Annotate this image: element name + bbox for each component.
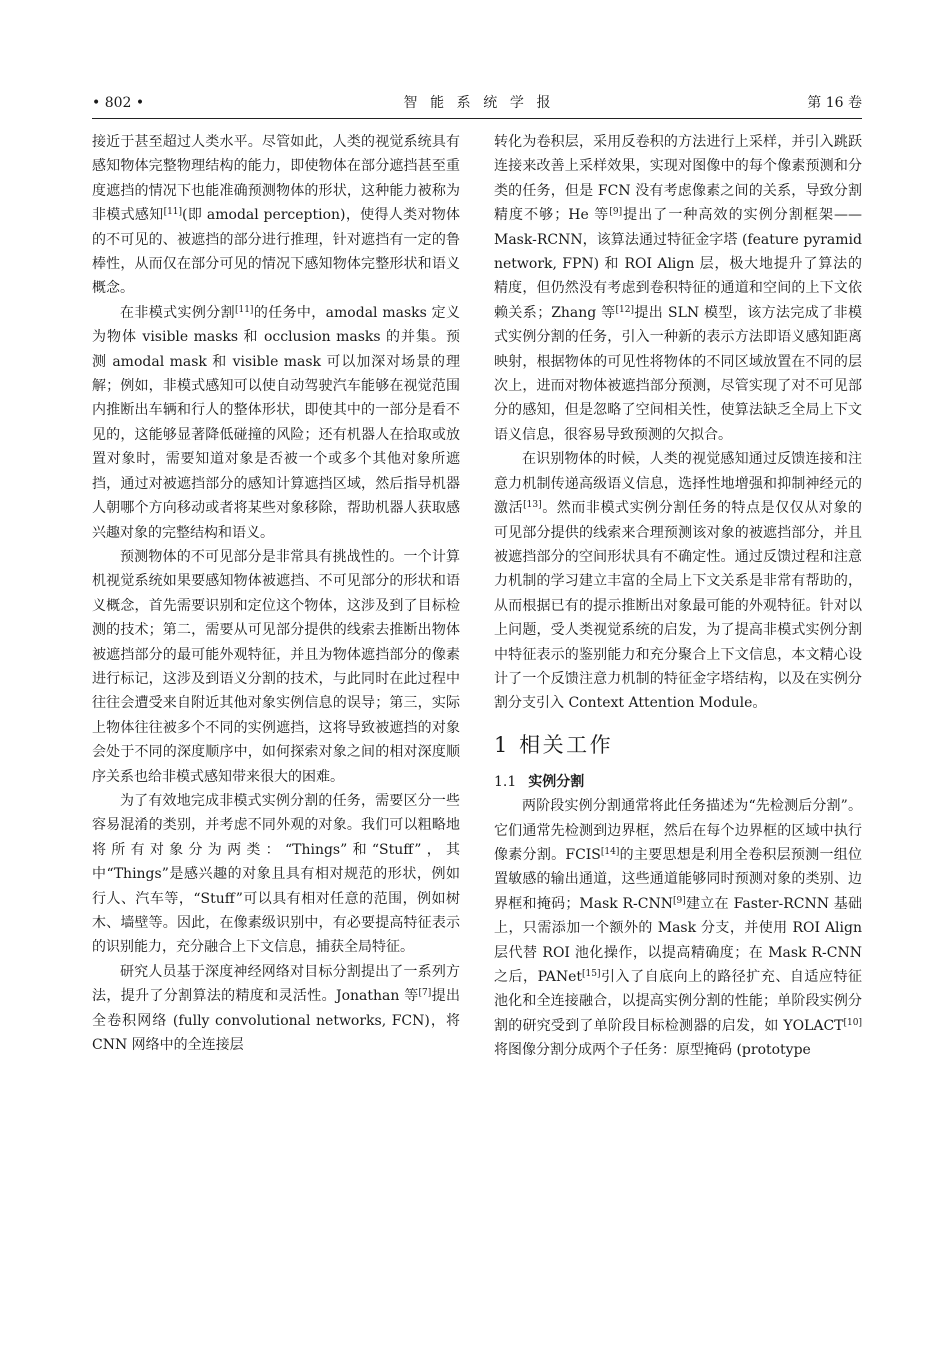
citation-ref: [10] (843, 1017, 862, 1028)
right-column (494, 130, 862, 1063)
citation-ref: [7] (418, 988, 432, 999)
body-paragraph (92, 789, 460, 960)
body-paragraph (92, 545, 460, 789)
citation-ref: [12] (615, 304, 634, 315)
body-paragraph (92, 301, 460, 545)
volume-label: 第 16 卷 (807, 95, 862, 111)
paragraph-text: 的主要思想是利用全卷积层预测一组位置敏感的输出通道，这些通道能够同时预测对象的类别、边界框和掩码；Mask R-CNN (494, 846, 863, 912)
left-column (92, 130, 460, 1057)
paragraph-text: 引入了自底向上的路径扩充、自适应特征池化和全连接融合，以提高实例分割的性能；单阶段实例分割的研究受到了单阶段目标检测器的启发，如 YOLACT (494, 969, 863, 1034)
section-heading: 1 相关工作 (494, 732, 614, 757)
citation-ref: [9] (609, 207, 623, 218)
citation-ref: [14] (600, 846, 620, 857)
paragraph-text: (即 amodal perception)，使得人类对物体的不可见的、被遮挡的部分进行推理，针对遮挡有一定的鲁棒性，从而仅在部分可见的情况下感知物体完整形状和语义概念。 (92, 207, 461, 297)
paragraph-text: 提出了一种高效的实例分割框架——Mask-RCNN，该算法通过特征金字塔 (feature pyramid network, FPN) 和 ROI Align 层，极大地提升了算法的精度，但仍然没有考虑到卷积特征的通道和空间的上下文依赖关系；Zhang 等 (494, 207, 863, 321)
citation-ref: [15] (582, 969, 601, 979)
paragraph-text: 研究人员基于深度神经网络对目标分割提出了一系列方法，提升了分割算法的精度和灵活性。Jonathan 等 (92, 963, 460, 1005)
paragraph-text: 预测物体的不可见部分是非常具有挑战性的。一个计算机视觉系统如果要感知物体被遮挡、不可见部分的形状和语义概念，首先需要识别和定位这个物体，这涉及到了目标检测的技术；第二，需要从可见部分提供的线索去推断出物体被遮挡部分的最可能外观特征，并且为物体遮挡部分的像素进行标记，这涉及到语义分割的技术，与此同时在此过程中往往会遭受来自附近其他对象实例信息的误导；第三，实际上物体往往被多个不同的实例遮挡，这将导致被遮挡的对象会处于不同的深度顺序中，如何探索对象之间的相对深度顺序关系也给非模式感知带来很大的困难。 (92, 548, 460, 785)
paragraph-text: 在识别物体的时候，人类的视觉感知通过反馈连接和注意力机制传递高级语义信息，选择性地增强和抑制神经元的激活 (494, 451, 862, 517)
body-paragraph (494, 130, 862, 447)
body-paragraph (92, 960, 460, 1058)
page-number: • 802 • (92, 95, 145, 111)
running-header (92, 88, 862, 119)
body-paragraph (494, 794, 862, 1062)
subsection-heading (494, 770, 862, 794)
citation-ref: [11] (163, 207, 183, 218)
body-paragraph (92, 130, 460, 301)
paragraph-text: 接近于甚至超过人类水平。尽管如此，人类的视觉系统具有感知物体完整物理结构的能力，即使物体在部分遮挡甚至重度遮挡的情况下也能准确预测物体的形状，这种能力被称为非模式感知 (92, 134, 460, 224)
paragraph-text: 转化为卷积层，采用反卷积的方法进行上采样，并引入跳跃连接来改善上采样效果，实现对图像中的每个像素预测和分类的任务，但是 FCN 没有考虑像素之间的关系，导致分割精度不够；He 等 (494, 134, 862, 224)
journal-name: 智能系统学报 (403, 95, 564, 111)
paragraph-text: 为了有效地完成非模式实例分割的任务，需要区分一些容易混淆的类别，并考虑不同外观的对象。我们可以粗略地将所有对象分为两类：“Things”和“Stuff”，其中“Things”是感兴趣的对象且具有相对规范的形状，例如行人、汽车等，“Stuff”可以具有相对任意的范围，例如树木、墙壁等。因此，在像素级识别中，有必要提高特征表示的识别能力，充分融合上下文信息，捕获全局特征。 (92, 792, 460, 956)
citation-ref: [9] (672, 895, 686, 906)
paragraph-text: 在非模式实例分割 (120, 304, 235, 321)
subsection-number: 1.1 (494, 773, 517, 790)
citation-ref: [13] (523, 500, 542, 511)
paragraph-text: 建立在 Faster-RCNN 基础上，只需添加一个额外的 Mask 分支，并使用 ROI Align 层代替 ROI 池化操作，以提高精确度；在 Mask R-CNN 之后，PANet (494, 895, 862, 985)
paragraph-text: 提出 SLN 模型，该方法完成了非模式实例分割的任务，引入一种新的表示方法即语义感知距离映射，根据物体的可见性将物体的不同区域放置在不同的层次上，进而对物体被遮挡部分预测，尽管实现了对不可见部分的感知，但是忽略了空间相关性，使算法缺乏全局上下文语义信息，很容易导致预测的欠拟合。 (494, 304, 862, 443)
paragraph-text: 两阶段实例分割通常将此任务描述为“先检测后分割”。它们通常先检测到边界框，然后在每个边界框的区域中执行像素分割。FCIS (494, 798, 862, 863)
body-paragraph (494, 447, 862, 715)
paragraph-text: 。然而非模式实例分割任务的特点是仅仅从对象的可见部分提供的线索来合理预测该对象的被遮挡部分，并且被遮挡部分的空间形状具有不确定性。通过反馈过程和注意力机制的学习建立丰富的全局上下文关系是非常有帮助的，从而根据已有的提示推断出对象最可能的外观特征。针对以上问题，受人类视觉系统的启发，为了提高非模式实例分割中特征表示的鉴别能力和充分聚合上下文信息，本文精心设计了一个反馈注意力机制的特征金字塔结构，以及在实例分割分支引入 Context Attention Module。 (494, 500, 863, 712)
paragraph-text: 将图像分割分成两个子任务：原型掩码 (prototype (494, 1042, 811, 1059)
citation-ref: [11] (234, 304, 254, 315)
subsection-title: 实例分割 (528, 773, 585, 790)
paragraph-text: 提出全卷积网络 (fully convolutional networks, FCN)，将 CNN 网络中的全连接层 (92, 988, 461, 1054)
paragraph-text: 的任务中，amodal masks 定义为物体 visible masks 和 occlusion masks 的并集。预测 amodal mask 和 visible mask 可以加深对场景的理解；例如，非模式感知可以使自动驾驶汽车能够在视觉范围内推断出车辆和行人的整体形状，即使其中的一部分是看不见的，这能够显著降低碰撞的风险；还有机器人在拾取或放置对象时，需要知道对象是否被一个或多个其他对象所遮挡，通过对被遮挡部分的感知计算遮挡区域，然后指导机器人朝哪个方向移动或者将某些对象移除，帮助机器人获取感兴趣对象的完整结构和语义。 (92, 304, 460, 541)
